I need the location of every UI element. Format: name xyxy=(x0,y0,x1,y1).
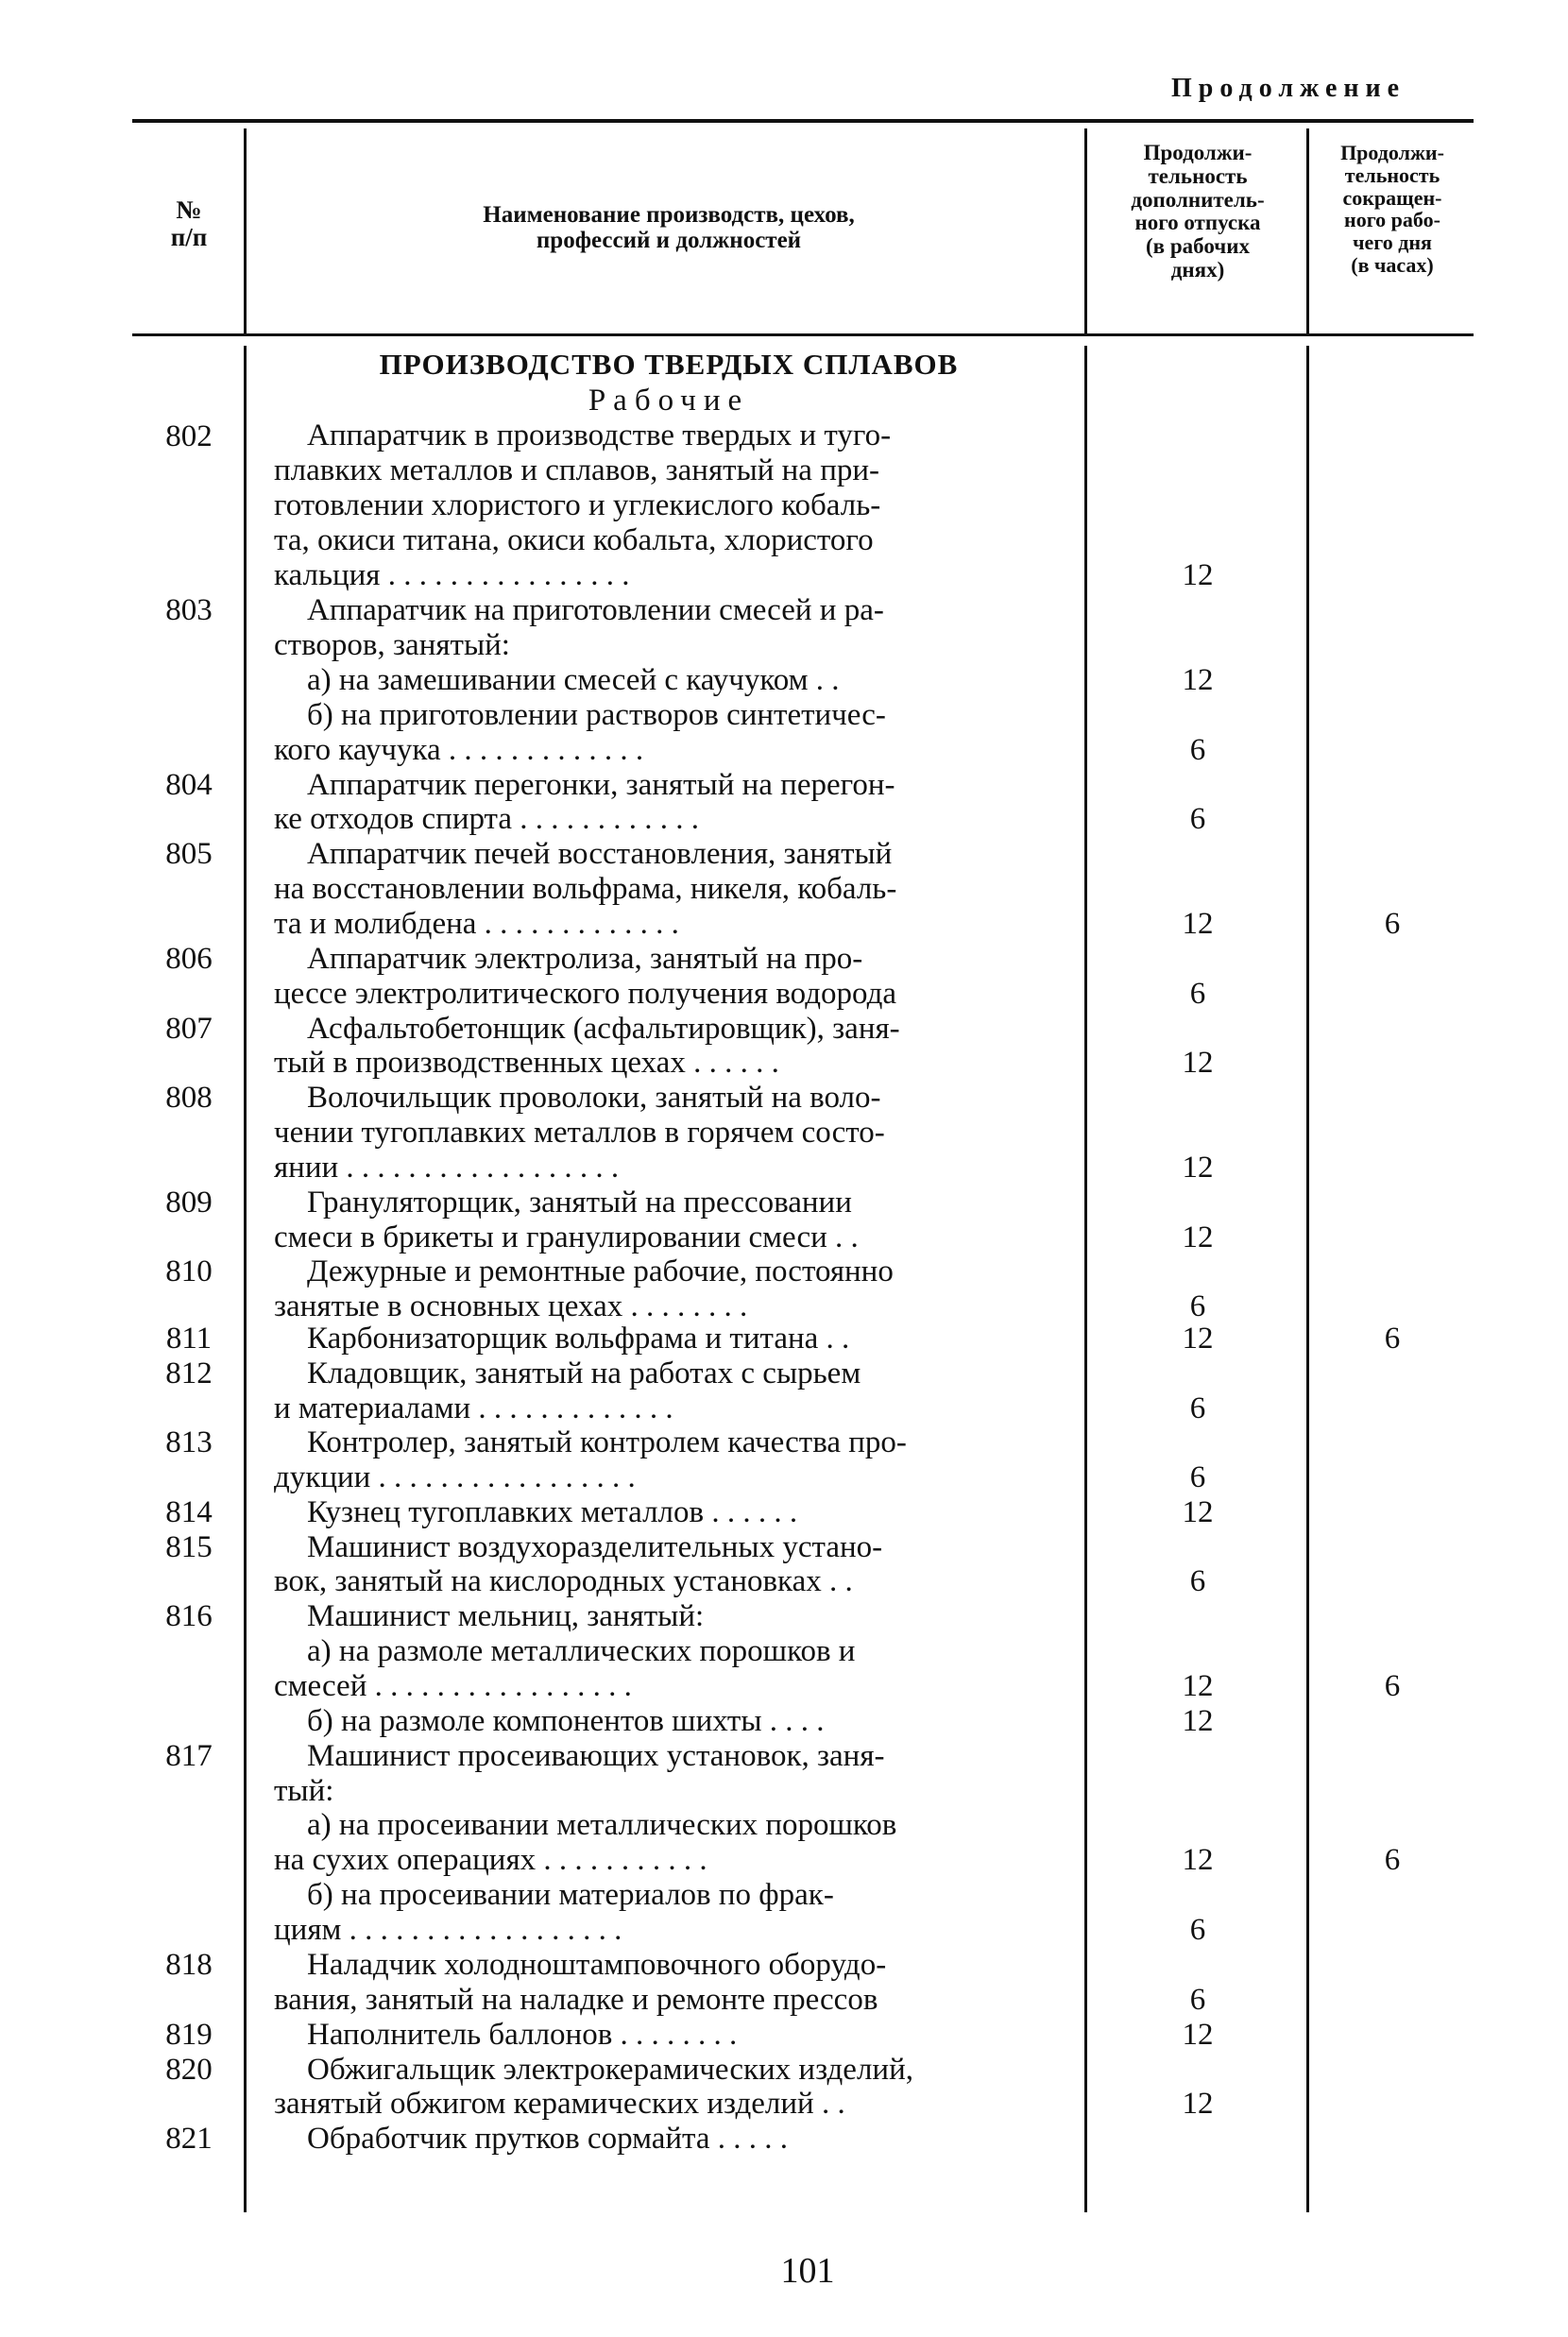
description-line: смеси в брикеты и гранулировании смеси . . xyxy=(274,1220,859,1254)
header-bottom-rule xyxy=(132,333,1474,336)
continuation-label: Продолжение xyxy=(1171,74,1406,103)
vacation-value: 12 xyxy=(1182,1495,1214,1529)
header-vacation-line: ного отпуска xyxy=(1134,211,1261,235)
header-vacation-line: (в рабочих xyxy=(1146,234,1250,259)
description-line: а) на размоле металлических порошков и xyxy=(307,1634,856,1668)
description-line: Асфальтобетонщик (асфальтировщик), заня- xyxy=(307,1012,900,1046)
vacation-value: 6 xyxy=(1189,1564,1206,1598)
vacation-value: 12 xyxy=(1182,1151,1214,1185)
description-line: кого каучука . . . . . . . . . . . . . xyxy=(274,733,644,767)
description-line: и материалами . . . . . . . . . . . . . xyxy=(274,1391,673,1425)
page-number: 101 xyxy=(780,2251,835,2291)
vacation-value: 6 xyxy=(1189,802,1206,836)
description-line: б) на просеивании материалов по фрак- xyxy=(307,1878,834,1912)
item-number: 812 xyxy=(165,1356,213,1390)
item-number: 820 xyxy=(165,2053,213,2087)
description-line: а) на замешивании смесей с каучуком . . xyxy=(307,663,840,697)
description-line: Машинист просеивающих установок, заня- xyxy=(307,1739,885,1773)
description-line: смесей . . . . . . . . . . . . . . . . . xyxy=(274,1669,632,1703)
description-line: Аппаратчик перегонки, занятый на перегон- xyxy=(307,768,895,802)
description-line: на восстановлении вольфрама, никеля, кобаль- xyxy=(274,872,897,906)
description-line: Машинист мельниц, занятый: xyxy=(307,1599,705,1633)
header-vacation-line: тельность xyxy=(1148,163,1248,188)
description-line: Обжигальщик электрокерамических изделий, xyxy=(307,2053,913,2087)
description-line: вок, занятый на кислородных установках . . xyxy=(274,1564,853,1598)
item-number: 814 xyxy=(165,1495,213,1529)
vacation-value: 12 xyxy=(1182,663,1214,697)
description-line: янии . . . . . . . . . . . . . . . . . . xyxy=(274,1151,620,1185)
description-line: на сухих операциях . . . . . . . . . . . xyxy=(274,1843,707,1877)
description-line: Наполнитель баллонов . . . . . . . . xyxy=(307,2018,738,2052)
header-number xyxy=(132,196,246,251)
header-number-line: п/п xyxy=(170,223,208,252)
vacation-value: 6 xyxy=(1189,1391,1206,1425)
header-vacation-line: Продолжи- xyxy=(1143,141,1253,164)
description-line: тый в производственных цехах . . . . . . xyxy=(274,1046,779,1080)
section-title: ПРОИЗВОДСТВО ТВЕРДЫХ СПЛАВОВ xyxy=(379,348,959,381)
column-divider-2 xyxy=(1084,128,1087,336)
item-number: 805 xyxy=(165,837,213,871)
section-subtitle: Рабочие xyxy=(588,384,750,418)
item-number: 810 xyxy=(165,1254,213,1288)
description-line: занятый обжигом керамических изделий . . xyxy=(274,2087,845,2121)
item-number: 808 xyxy=(165,1081,213,1115)
description-line: Обработчик прутков сормайта . . . . . xyxy=(307,2122,789,2156)
description-line: Аппаратчик электролиза, занятый на про- xyxy=(307,942,863,976)
description-line: Наладчик холодноштамповочного оборудо- xyxy=(307,1948,887,1982)
vacation-value: 12 xyxy=(1182,2018,1214,2052)
item-number: 813 xyxy=(165,1425,213,1459)
header-name-line: профессий и должностей xyxy=(536,228,802,253)
description-line: дукции . . . . . . . . . . . . . . . . . xyxy=(274,1460,636,1494)
description-line: кальция . . . . . . . . . . . . . . . . xyxy=(274,558,630,592)
description-line: Кладовщик, занятый на работах с сырьем xyxy=(307,1356,861,1390)
item-number: 815 xyxy=(165,1530,213,1564)
item-number: 811 xyxy=(165,1322,213,1356)
description-line: Грануляторщик, занятый на прессовании xyxy=(307,1186,852,1220)
workday-value: 6 xyxy=(1384,907,1401,941)
item-number: 819 xyxy=(165,2018,213,2052)
vacation-value: 6 xyxy=(1189,1460,1206,1494)
top-rule xyxy=(132,119,1474,123)
header-vacation xyxy=(1088,142,1307,282)
description-line: Волочильщик проволоки, занятый на воло- xyxy=(307,1081,881,1115)
description-line: б) на приготовлении растворов синтетичес- xyxy=(307,698,886,732)
header-workday-line: сокращен- xyxy=(1342,185,1442,210)
description-line: занятые в основных цехах . . . . . . . . xyxy=(274,1289,748,1323)
description-line: Машинист воздухоразделительных устано- xyxy=(307,1530,883,1564)
description-line: та и молибдена . . . . . . . . . . . . . xyxy=(274,907,679,941)
description-line: Аппаратчик в производстве твердых и туго- xyxy=(307,418,892,452)
vacation-value: 12 xyxy=(1182,1843,1214,1877)
item-number: 809 xyxy=(165,1186,213,1220)
vacation-value: 6 xyxy=(1189,1289,1206,1323)
description-line: Контролер, занятый контролем качества про- xyxy=(307,1425,907,1459)
description-line: плавких металлов и сплавов, занятый на при- xyxy=(274,453,880,487)
item-number: 817 xyxy=(165,1739,213,1773)
item-number: 806 xyxy=(165,942,213,976)
vacation-value: 6 xyxy=(1189,733,1206,767)
vacation-value: 12 xyxy=(1182,1704,1214,1738)
header-workday-line: тельность xyxy=(1344,162,1440,187)
item-number: 804 xyxy=(165,768,213,802)
vacation-value: 6 xyxy=(1189,1983,1206,2017)
description-line: Аппаратчик на приготовлении смесей и ра- xyxy=(307,593,884,627)
vacation-value: 12 xyxy=(1182,1046,1214,1080)
header-number-line: № xyxy=(176,196,202,224)
item-number: 821 xyxy=(165,2122,213,2156)
header-workday-line: чего дня xyxy=(1353,230,1432,254)
vacation-value: 12 xyxy=(1182,907,1214,941)
vacation-value: 6 xyxy=(1189,1913,1206,1947)
item-number: 816 xyxy=(165,1599,213,1633)
description-line: створов, занятый: xyxy=(274,628,510,662)
description-line: Аппаратчик печей восстановления, занятый xyxy=(307,837,893,871)
item-number: 802 xyxy=(165,419,213,453)
description-line: вания, занятый на наладке и ремонте прессов xyxy=(274,1983,878,2017)
description-line: цессе электролитического получения водорода xyxy=(274,977,897,1011)
header-vacation-line: днях) xyxy=(1170,258,1225,282)
header-workday-line: (в часах) xyxy=(1351,252,1434,277)
description-line: Дежурные и ремонтные рабочие, постоянно xyxy=(307,1254,894,1288)
header-vacation-line: дополнитель- xyxy=(1131,187,1265,212)
vacation-value: 12 xyxy=(1182,2087,1214,2121)
workday-value: 6 xyxy=(1384,1669,1401,1703)
item-number: 803 xyxy=(165,593,213,627)
vacation-value: 6 xyxy=(1189,977,1206,1011)
description-line: ке отходов спирта . . . . . . . . . . . . xyxy=(274,802,700,836)
description-line: чении тугоплавких металлов в горячем состо- xyxy=(274,1116,885,1150)
header-name xyxy=(253,202,1084,253)
vacation-value: 12 xyxy=(1182,1669,1214,1703)
header-name-line: Наименование производств, цехов, xyxy=(483,202,855,228)
description-line: готовлении хлористого и углекислого кобаль- xyxy=(274,488,881,522)
vacation-value: 12 xyxy=(1182,558,1214,592)
description-line: тый: xyxy=(274,1774,334,1808)
item-number: 807 xyxy=(165,1012,213,1046)
header-workday-line: ного рабо- xyxy=(1344,208,1440,232)
description-line: Кузнец тугоплавких металлов . . . . . . xyxy=(307,1495,798,1529)
description-line: а) на просеивании металлических порошков xyxy=(307,1808,897,1842)
workday-value: 6 xyxy=(1384,1322,1401,1356)
description-line: Карбонизаторщик вольфрама и титана . . xyxy=(307,1322,850,1356)
header-workday xyxy=(1311,142,1474,277)
vacation-value: 12 xyxy=(1182,1322,1214,1356)
description-line: б) на размоле компонентов шихты . . . . xyxy=(307,1704,825,1738)
vacation-value: 12 xyxy=(1182,1220,1214,1254)
item-number: 818 xyxy=(165,1948,213,1982)
workday-value: 6 xyxy=(1384,1843,1401,1877)
description-line: циям . . . . . . . . . . . . . . . . . . xyxy=(274,1913,622,1947)
description-line: та, окиси титана, окиси кобальта, хлористого xyxy=(274,523,874,557)
header-workday-line: Продолжи- xyxy=(1340,141,1444,164)
